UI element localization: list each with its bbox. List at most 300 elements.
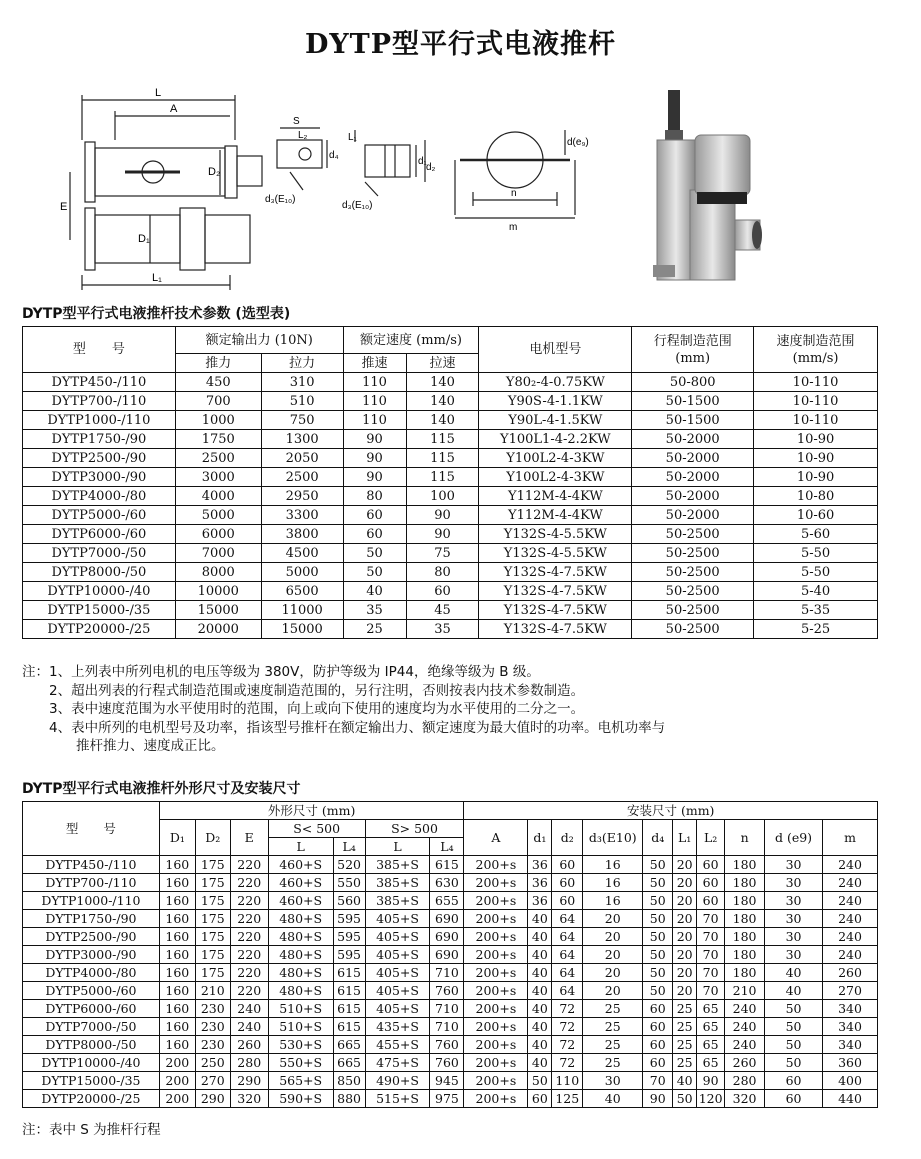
table-cell: 25 [583,1000,643,1018]
table-cell: DYTP4000-/80 [23,487,176,506]
col-model: 型 号 [23,802,160,856]
table-cell: 60 [697,892,725,910]
col-L-large: L [365,838,430,856]
table-cell: 20 [583,946,643,964]
table-cell: 30 [765,928,823,946]
table-row [23,544,878,563]
table-cell: 25 [673,1018,697,1036]
note-line: 推杆推力、速度成正比。 [22,738,225,754]
table-row [23,874,878,892]
table-cell: 475+S [365,1054,430,1072]
table-cell: 220 [230,982,268,1000]
table-cell: 290 [195,1090,230,1108]
table-cell: 160 [159,856,195,874]
table-cell: 50-2500 [632,563,754,582]
table-cell: 50 [765,1018,823,1036]
table-cell: DYTP700-/110 [23,874,160,892]
dim-L1-detail-label: L₁ [348,132,357,143]
table-cell: 260 [725,1054,765,1072]
table-cell: 160 [159,874,195,892]
table-row [23,1054,878,1072]
table-cell: 5-50 [754,563,878,582]
table-row [23,910,878,928]
col-D2: D₂ [195,820,230,856]
table-cell: 510 [261,392,343,411]
table-cell: 240 [725,1000,765,1018]
table-cell: 180 [725,856,765,874]
table-cell: 90 [406,506,479,525]
footnote: 注：表中 S 为推杆行程 [22,1122,161,1138]
drawings-area [40,80,900,295]
table-cell: Y90S-4-1.1KW [479,392,632,411]
col-force: 额定输出力 (10N) [175,327,343,354]
table-cell: 65 [697,1054,725,1072]
table-cell: DYTP5000-/60 [23,506,176,525]
table-row [23,1018,878,1036]
table-cell: 90 [406,525,479,544]
table-cell: 20 [673,856,697,874]
table-cell: 36 [528,892,552,910]
table-cell: DYTP700-/110 [23,392,176,411]
table-cell: 240 [822,946,877,964]
table-cell: 7000 [175,544,261,563]
rod-end-detail-drawing [255,110,340,220]
col-outline: 外形尺寸 (mm) [159,802,464,820]
table-cell: 50-2000 [632,430,754,449]
table-cell: 20 [673,928,697,946]
table-cell: 65 [697,1000,725,1018]
table-cell: 440 [822,1090,877,1108]
table-cell: Y112M-4-4KW [479,506,632,525]
table-cell: 10-80 [754,487,878,506]
dim-m-label: m [509,222,518,233]
dim-d1-label: d₁ [418,156,427,167]
table-cell: 405+S [365,1000,430,1018]
table-cell: 175 [195,946,230,964]
table-cell: 3800 [261,525,343,544]
col-stroke [632,327,754,373]
table-cell: 710 [430,1018,464,1036]
table-cell: 2950 [261,487,343,506]
table-cell: 200+s [464,1018,528,1036]
table-cell: 110 [343,411,406,430]
table-cell: 70 [697,982,725,1000]
table-cell: 690 [430,910,464,928]
table-cell: 25 [343,620,406,639]
table-cell: 50 [643,856,673,874]
table-cell: 360 [822,1054,877,1072]
table-cell: 435+S [365,1018,430,1036]
table-cell: 200+s [464,928,528,946]
table-cell: Y112M-4-4KW [479,487,632,506]
table-cell: 1750 [175,430,261,449]
table-cell: 10-90 [754,468,878,487]
table-cell: 560 [333,892,365,910]
table-row [23,392,878,411]
table-cell: 160 [159,1018,195,1036]
table-cell: 5-40 [754,582,878,601]
speed-range-header-label: 速度制造范围 [776,333,855,349]
table-cell: 220 [230,874,268,892]
table-cell: 25 [673,1036,697,1054]
table-cell: 50-2500 [632,601,754,620]
table-cell: 200 [159,1072,195,1090]
table-cell: 760 [430,982,464,1000]
col-L4-large: L₄ [430,838,464,856]
table-cell: 510+S [268,1018,333,1036]
table-cell: 40 [583,1090,643,1108]
table-cell: 64 [552,946,583,964]
table-cell: 50-1500 [632,392,754,411]
table-cell: 60 [765,1090,823,1108]
table-cell: DYTP20000-/25 [23,1090,160,1108]
table-cell: Y132S-4-5.5KW [479,544,632,563]
table-cell: 10-90 [754,449,878,468]
table-cell: 50-2500 [632,525,754,544]
table-cell: DYTP1750-/90 [23,430,176,449]
dim-S-label: S [293,116,300,127]
table-cell: 460+S [268,874,333,892]
table-cell: 100 [406,487,479,506]
table-cell: 160 [159,964,195,982]
table-cell: DYTP15000-/35 [23,1072,160,1090]
note-line: 注：1、上列表中所列电机的电压等级为 380V，防护等级为 IP44，绝缘等级为 B 级。 [22,664,540,680]
table-cell: 15000 [175,601,261,620]
table-cell: 20 [673,946,697,964]
table-cell: 690 [430,928,464,946]
col-speed-range [754,327,878,373]
table-cell: 515+S [365,1090,430,1108]
table-cell: 220 [230,946,268,964]
table-cell: 595 [333,928,365,946]
table-cell: 480+S [268,982,333,1000]
table-cell: DYTP6000-/60 [23,525,176,544]
table-cell: 590+S [268,1090,333,1108]
col-D1: D₁ [159,820,195,856]
table-cell: 240 [822,892,877,910]
table-row [23,525,878,544]
product-photo [635,80,785,290]
col-d2: d₂ [552,820,583,856]
table-cell: 270 [195,1072,230,1090]
table-cell: 110 [343,373,406,392]
table-cell: 60 [643,1036,673,1054]
table-cell: 200+s [464,856,528,874]
table-cell: 115 [406,468,479,487]
table-cell: 210 [725,982,765,1000]
table-cell: 50 [765,1000,823,1018]
table-cell: 20 [583,928,643,946]
table-row [23,1000,878,1018]
stroke-header-label: 行程制造范围 [653,333,732,349]
table-cell: 40 [528,946,552,964]
col-s-gt-500: S> 500 [365,820,464,838]
table-cell: DYTP450-/110 [23,373,176,392]
table-cell: 40 [528,982,552,1000]
dim-L2-label: L₂ [298,130,308,141]
table-cell: 665 [333,1036,365,1054]
table-cell: 70 [697,928,725,946]
table-cell: 200+s [464,892,528,910]
table-cell: Y100L2-4-3KW [479,449,632,468]
table-cell: 15000 [261,620,343,639]
table-cell: 200+s [464,1072,528,1090]
table-cell: 260 [230,1036,268,1054]
table-cell: 260 [822,964,877,982]
table-cell: DYTP5000-/60 [23,982,160,1000]
table-cell: 310 [261,373,343,392]
table-cell: 710 [430,1000,464,1018]
table-cell: 880 [333,1090,365,1108]
col-d1: d₁ [528,820,552,856]
table-cell: 115 [406,449,479,468]
side-view-drawing [40,80,280,295]
table-cell: 385+S [365,892,430,910]
table-cell: 180 [725,910,765,928]
table-cell: 385+S [365,856,430,874]
table-cell: Y90L-4-1.5KW [479,411,632,430]
table-cell: 30 [765,892,823,910]
front-view-drawing [445,110,595,240]
table-cell: Y132S-4-7.5KW [479,563,632,582]
page-title: DYTP型平行式电液推杆 [304,29,617,60]
table-row [23,449,878,468]
table-cell: 75 [406,544,479,563]
table-row [23,1090,878,1108]
table-cell: 64 [552,982,583,1000]
table-cell: 180 [725,964,765,982]
table-cell: 290 [230,1072,268,1090]
col-de9: d (e9) [765,820,823,856]
table-cell: 40 [673,1072,697,1090]
table-cell: 10-110 [754,373,878,392]
table-cell: 50 [643,928,673,946]
table-cell: 200 [159,1054,195,1072]
table-cell: Y100L2-4-3KW [479,468,632,487]
table-cell: 220 [230,964,268,982]
table-cell: 16 [583,856,643,874]
table-cell: 240 [230,1000,268,1018]
table-cell: Y80₂-4-0.75KW [479,373,632,392]
table-cell: 60 [343,506,406,525]
table-cell: 405+S [365,982,430,1000]
table-cell: 760 [430,1054,464,1072]
table-cell: 30 [765,874,823,892]
table-row [23,468,878,487]
table-cell: 230 [195,1018,230,1036]
table-cell: 270 [822,982,877,1000]
table-cell: 50-2000 [632,487,754,506]
table-cell: 4500 [261,544,343,563]
table-cell: 25 [583,1018,643,1036]
table-cell: 20 [583,910,643,928]
table-cell: 40 [528,1036,552,1054]
table-cell: 200 [159,1090,195,1108]
table-cell: 20 [673,910,697,928]
table-cell: 36 [528,874,552,892]
table-row [23,430,878,449]
table-cell: 16 [583,874,643,892]
table-cell: 45 [406,601,479,620]
table-cell: 60 [643,1018,673,1036]
table-cell: DYTP7000-/50 [23,1018,160,1036]
table-cell: 595 [333,946,365,964]
table-cell: 160 [159,1000,195,1018]
dim-d4-label: d₄ [329,150,339,161]
table-cell: 30 [765,946,823,964]
table-cell: 30 [583,1072,643,1090]
table-cell: 615 [430,856,464,874]
table-cell: 20 [673,982,697,1000]
table-cell: 72 [552,1054,583,1072]
table-cell: 340 [822,1000,877,1018]
table-cell: 5-35 [754,601,878,620]
table-cell: 60 [697,856,725,874]
note-line: 4、表中所列的电机型号及功率，指该型号推杆在额定输出力、额定速度为最大值时的功率。电机功率与 [22,719,666,736]
table-cell: DYTP4000-/80 [23,964,160,982]
table-cell: 160 [159,928,195,946]
table-cell: 665 [333,1054,365,1072]
table-cell: 80 [406,563,479,582]
table-cell: 90 [643,1090,673,1108]
table-cell: 180 [725,928,765,946]
col-push-speed: 推速 [343,354,406,373]
col-L-small: L [268,838,333,856]
table-cell: 180 [725,874,765,892]
table-cell: DYTP450-/110 [23,856,160,874]
table-cell: 50 [528,1072,552,1090]
table-cell: DYTP8000-/50 [23,1036,160,1054]
table-cell: 2050 [261,449,343,468]
table-cell: 60 [643,1054,673,1072]
table-cell: Y132S-4-7.5KW [479,620,632,639]
table-cell: 25 [583,1054,643,1072]
table-cell: 3300 [261,506,343,525]
table-row [23,1072,878,1090]
table-cell: 180 [725,946,765,964]
dim-L-label: L [155,87,162,99]
table-cell: 60 [343,525,406,544]
table-cell: 615 [333,1000,365,1018]
col-pull-speed: 拉速 [406,354,479,373]
table-cell: DYTP1000-/110 [23,411,176,430]
table-cell: 220 [230,928,268,946]
table-row [23,982,878,1000]
table-cell: 110 [552,1072,583,1090]
table-cell: 760 [430,1036,464,1054]
table-cell: 655 [430,892,464,910]
table-cell: 340 [822,1018,877,1036]
table-cell: 110 [343,392,406,411]
table-cell: 510+S [268,1000,333,1018]
speed-range-header-unit: (mm/s) [792,350,839,366]
table-cell: 1300 [261,430,343,449]
table-cell: 230 [195,1000,230,1018]
tech-params-table [22,326,878,639]
table-cell: 36 [528,856,552,874]
dim-d3-detail-label: d₃(E₁₀) [342,200,373,211]
table-cell: 240 [822,910,877,928]
table-cell: 50 [643,982,673,1000]
table-cell: DYTP7000-/50 [23,544,176,563]
table-cell: 595 [333,910,365,928]
table-cell: 70 [697,910,725,928]
table-cell: 50 [643,910,673,928]
table-cell: 140 [406,373,479,392]
table-cell: 160 [159,982,195,1000]
col-d3: d₃(E10) [583,820,643,856]
table-cell: 72 [552,1000,583,1018]
table-cell: 8000 [175,563,261,582]
table-cell: 550 [333,874,365,892]
col-L4-small: L₄ [333,838,365,856]
table-cell: 175 [195,856,230,874]
table-row [23,620,878,639]
table-cell: 200+s [464,1054,528,1072]
table-cell: 5-50 [754,544,878,563]
table-cell: 120 [697,1090,725,1108]
table-cell: 50-2000 [632,506,754,525]
table-cell: DYTP10000-/40 [23,1054,160,1072]
table-cell: 40 [528,964,552,982]
table-row [23,373,878,392]
table-row [23,582,878,601]
col-A: A [464,820,528,856]
table-cell: 200+s [464,946,528,964]
table-cell: 175 [195,964,230,982]
table-cell: 90 [343,449,406,468]
table-row [23,892,878,910]
table-cell: Y132S-4-5.5KW [479,525,632,544]
table-row [23,563,878,582]
table-cell: 240 [230,1018,268,1036]
table-cell: 6000 [175,525,261,544]
table-cell: Y100L1-4-2.2KW [479,430,632,449]
table-cell: 40 [528,928,552,946]
table-cell: 850 [333,1072,365,1090]
col-motor: 电机型号 [479,327,632,373]
table-cell: 60 [765,1072,823,1090]
dim-de9-label: d(e₉) [567,137,589,148]
table-cell: 10-110 [754,392,878,411]
table-cell: 10000 [175,582,261,601]
table-cell: 405+S [365,928,430,946]
table-cell: 405+S [365,946,430,964]
table-cell: DYTP1000-/110 [23,892,160,910]
col-L2: L₂ [697,820,725,856]
table-cell: 90 [697,1072,725,1090]
table-cell: 90 [343,468,406,487]
table-cell: 280 [725,1072,765,1090]
table-cell: 80 [343,487,406,506]
note-line: 3、表中速度范围为水平使用时的范围，向上或向下使用的速度均为水平使用的二分之一。 [22,701,585,717]
table-row [23,928,878,946]
table-cell: 455+S [365,1036,430,1054]
table-cell: 405+S [365,910,430,928]
table-cell: 385+S [365,874,430,892]
table-cell: 60 [528,1090,552,1108]
col-n: n [725,820,765,856]
dim-A-label: A [170,103,178,115]
table-row [23,856,878,874]
table-row [23,506,878,525]
table-cell: 565+S [268,1072,333,1090]
table-cell: 220 [230,910,268,928]
table-cell: DYTP20000-/25 [23,620,176,639]
col-speed: 额定速度 (mm/s) [343,327,479,354]
table-cell: 5000 [175,506,261,525]
table-cell: 340 [822,1036,877,1054]
